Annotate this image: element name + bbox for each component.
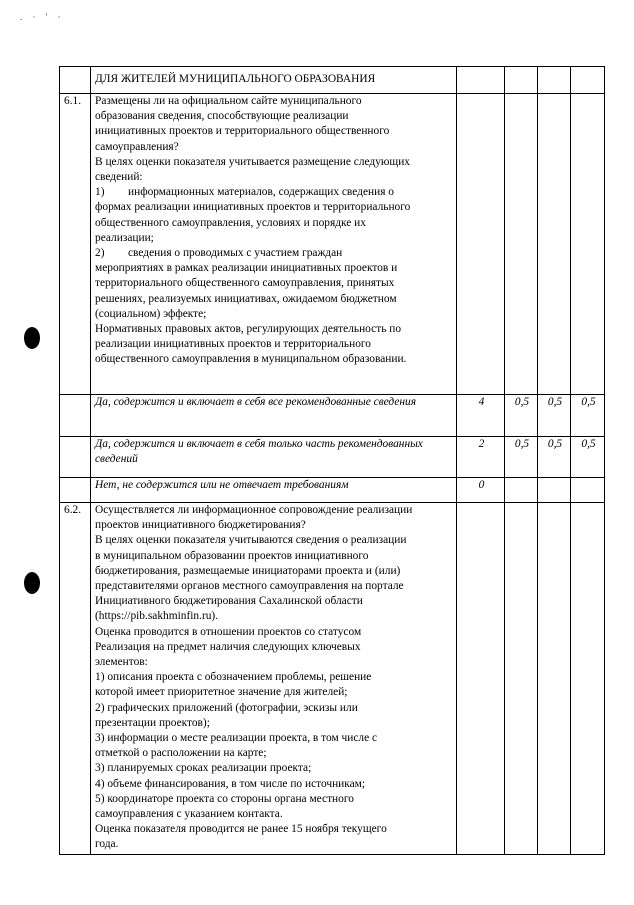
empty-cell bbox=[538, 67, 571, 94]
list-item-first-line bbox=[95, 185, 454, 200]
text-line: презентации проектов); bbox=[95, 716, 210, 729]
coefficient-cell: 0,5 bbox=[538, 437, 571, 478]
item-number: 6.2. bbox=[60, 503, 91, 855]
question-row-6-1 bbox=[60, 94, 605, 395]
text-line: Размещены ли на официальном сайте муниципального bbox=[95, 95, 362, 107]
list-item-first-line bbox=[95, 246, 454, 261]
text-line: Нормативных правовых актов, регулирующих деятельность по bbox=[95, 323, 402, 336]
empty-cell bbox=[457, 503, 505, 855]
text-line: сведений: bbox=[95, 171, 143, 184]
text-line: мероприятиях в рамках реализации инициативных проектов и bbox=[95, 262, 398, 275]
text-line: инициативных проектов и территориального общественного bbox=[95, 125, 390, 138]
text-line: в муниципальном образовании проектов инициативного bbox=[95, 549, 369, 562]
text-line: Реализация на предмет наличия следующих ключевых bbox=[95, 640, 361, 653]
text-line: Оценка показателя проводится не ранее 15 ноября текущего bbox=[95, 823, 387, 836]
text-line: представителями органов местного самоуправления на портале bbox=[95, 580, 404, 593]
text-line: информационных материалов, содержащих сведения о bbox=[128, 186, 394, 199]
coefficient-cell: 0,5 bbox=[538, 395, 571, 437]
punch-hole-bottom bbox=[24, 572, 40, 594]
empty-cell bbox=[571, 94, 605, 395]
empty-cell bbox=[60, 67, 91, 94]
text-line: 4) объеме финансирования, в том числе по источникам; bbox=[95, 777, 366, 790]
text-line: проектов инициативного бюджетирования? bbox=[95, 519, 306, 532]
answer-score: 0 bbox=[457, 478, 505, 503]
text-line: 5) координаторе проекта со стороны органа местного bbox=[95, 792, 354, 805]
answer-text: Нет, не содержится или не отвечает требованиям bbox=[91, 478, 457, 503]
text-line: реализации; bbox=[95, 231, 154, 244]
coefficient-cell: 0,5 bbox=[505, 395, 538, 437]
answer-score: 2 bbox=[457, 437, 505, 478]
answer-row bbox=[60, 478, 605, 503]
text-line: В целях оценки показателя учитывается размещение следующих bbox=[95, 155, 410, 168]
text-line: В целях оценки показателя учитываются сведения о реализации bbox=[95, 534, 407, 547]
answer-score: 4 bbox=[457, 395, 505, 437]
list-marker: 2) bbox=[95, 247, 105, 260]
empty-cell bbox=[457, 94, 505, 395]
item-number: 6.1. bbox=[60, 94, 91, 395]
text-line: Инициативного бюджетирования Сахалинской области bbox=[95, 595, 363, 608]
text-line: территориального общественного самоуправления, принятых bbox=[95, 277, 395, 290]
coefficient-cell bbox=[571, 478, 605, 503]
text-line: общественного самоуправления, условиях и порядке их bbox=[95, 216, 366, 229]
empty-cell bbox=[571, 67, 605, 94]
empty-cell bbox=[538, 503, 571, 855]
empty-cell bbox=[60, 478, 91, 503]
text-line: бюджетирования, размещаемые инициаторами проекта и (или) bbox=[95, 564, 401, 577]
empty-cell bbox=[60, 437, 91, 478]
coefficient-cell: 0,5 bbox=[505, 437, 538, 478]
empty-cell bbox=[538, 94, 571, 395]
question-text bbox=[91, 94, 457, 395]
text-line: решениях, реализуемых инициативах, ожидаемом бюджетном bbox=[95, 292, 397, 305]
question-row-6-2 bbox=[60, 503, 605, 855]
scan-specks: . · ' · bbox=[20, 12, 65, 22]
text-line: года. bbox=[95, 838, 119, 851]
text-line: общественного самоуправления в муниципальном образовании. bbox=[95, 353, 407, 366]
answer-text: Да, содержится и включает в себя только часть рекомендованных сведений bbox=[91, 437, 457, 478]
text-line: формах реализации инициативных проектов и территориального bbox=[95, 201, 411, 214]
coefficient-cell bbox=[505, 478, 538, 503]
text-line: 2) графических приложений (фотографии, эскизы или bbox=[95, 701, 358, 714]
question-text bbox=[91, 503, 457, 855]
answer-row bbox=[60, 437, 605, 478]
text-line: самоуправления с указанием контакта. bbox=[95, 808, 283, 821]
coefficient-cell: 0,5 bbox=[571, 437, 605, 478]
empty-cell bbox=[60, 395, 91, 437]
text-line: Оценка проводится в отношении проектов со статусом bbox=[95, 625, 362, 638]
text-line: образования сведения, способствующие реализации bbox=[95, 110, 349, 123]
text-line: 1) описания проекта с обозначением проблемы, решение bbox=[95, 671, 372, 684]
text-line: сведения о проводимых с участием граждан bbox=[128, 247, 343, 260]
text-line: элементов: bbox=[95, 656, 148, 669]
text-line: 3) планируемых сроках реализации проекта; bbox=[95, 762, 312, 775]
empty-cell bbox=[571, 503, 605, 855]
answer-row bbox=[60, 395, 605, 437]
text-line: Осуществляется ли информационное сопровождение реализации bbox=[95, 504, 413, 516]
punch-hole-top bbox=[24, 327, 40, 349]
text-line: (социальном) эффекте; bbox=[95, 307, 207, 320]
coefficient-cell bbox=[538, 478, 571, 503]
empty-cell bbox=[505, 503, 538, 855]
answer-text: Да, содержится и включает в себя все рекомендованные сведения bbox=[91, 395, 457, 437]
text-line: отметкой о расположении на карте; bbox=[95, 747, 267, 760]
text-line: которой имеет приоритетное значение для жителей; bbox=[95, 686, 348, 699]
text-line: самоуправления? bbox=[95, 140, 179, 153]
empty-cell bbox=[505, 67, 538, 94]
coefficient-cell: 0,5 bbox=[571, 395, 605, 437]
empty-cell bbox=[505, 94, 538, 395]
empty-cell bbox=[457, 67, 505, 94]
text-line: реализации инициативных проектов и территориального bbox=[95, 338, 371, 351]
text-line: (https://pib.sakhminfin.ru). bbox=[95, 610, 219, 623]
list-marker: 1) bbox=[95, 186, 105, 199]
criteria-table bbox=[59, 66, 605, 855]
section-header: ДЛЯ ЖИТЕЛЕЙ МУНИЦИПАЛЬНОГО ОБРАЗОВАНИЯ bbox=[91, 67, 457, 94]
text-line: 3) информации о месте реализации проекта, в том числе с bbox=[95, 732, 378, 745]
section-header-row bbox=[60, 67, 605, 94]
